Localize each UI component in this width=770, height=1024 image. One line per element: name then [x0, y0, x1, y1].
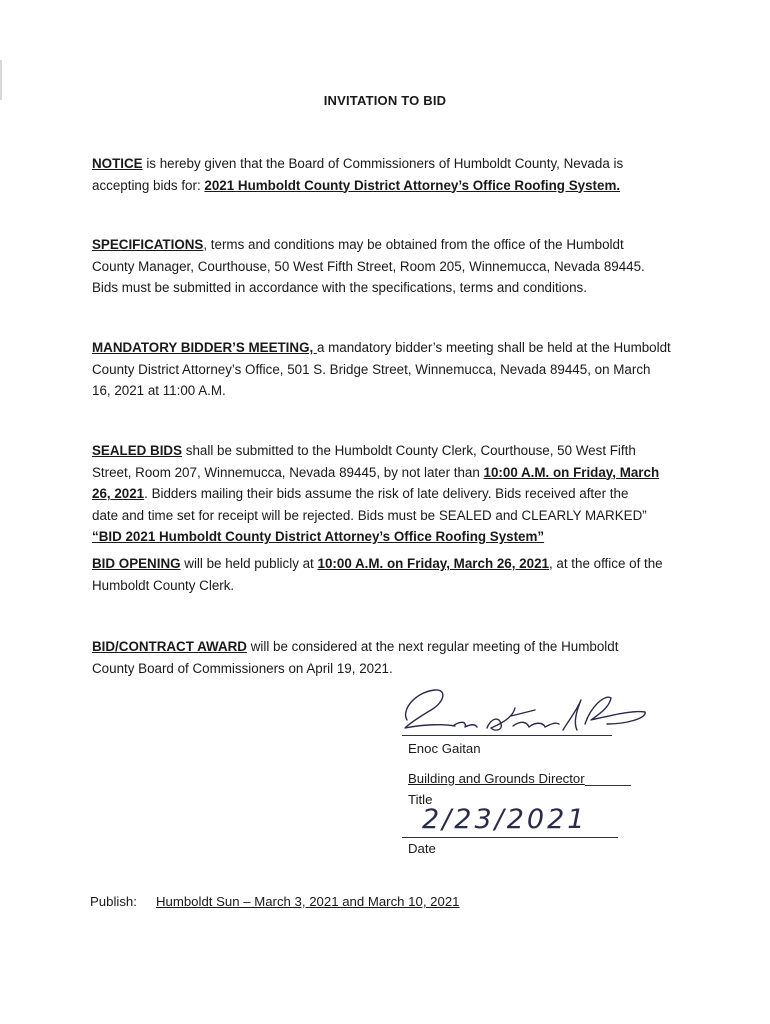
specifications-label: SPECIFICATIONS [92, 237, 204, 252]
specifications-paragraph [92, 234, 692, 299]
publish-label: Publish: [90, 894, 137, 909]
opening-line-2: Humboldt County Clerk. [92, 577, 235, 593]
handwritten-date: 2/23/2021 [422, 804, 588, 835]
notice-text-2: accepting bids for: [92, 177, 205, 193]
date-line [402, 837, 618, 838]
bid-opening-paragraph [92, 553, 692, 596]
award-paragraph [92, 636, 692, 679]
sealed-line-2: Street, Room 207, Winnemucca, Nevada 89445, by not later than [92, 464, 484, 480]
signature-image [395, 680, 655, 740]
sealed-deadline-b: 26, 2021 [92, 486, 145, 501]
opening-line-1b: , at the office of the [548, 556, 663, 571]
notice-text: is hereby given that the Board of Commissioners of Humboldt County, Nevada is [142, 156, 624, 171]
date-label: Date [408, 841, 436, 856]
notice-label: NOTICE [92, 156, 143, 171]
bid-opening-label: BID OPENING [92, 556, 181, 571]
sealed-bids-label: SEALED BIDS [92, 443, 183, 458]
sealed-deadline-a: 10:00 A.M. on Friday, March [483, 464, 660, 480]
opening-line-1: will be held publicly at [180, 556, 318, 571]
project-name: 2021 Humboldt County District Attorney’s Office Roofing System. [204, 177, 621, 193]
document-title: INVITATION TO BID [323, 93, 447, 108]
sealed-bids-paragraph [92, 440, 692, 548]
notice-paragraph [92, 153, 692, 196]
meeting-line-2: County District Attorney’s Office, 501 S. Bridge Street, Winnemucca, Nevada 89445, on March [92, 361, 651, 377]
award-line-1: will be considered at the next regular meeting of the Humboldt [246, 639, 619, 654]
sealed-marking: “BID 2021 Humboldt County District Attorney’s Office Roofing System” [92, 529, 545, 544]
award-line-2: County Board of Commissioners on April 19, 2021. [92, 660, 393, 676]
specifications-line-1: , terms and conditions may be obtained from the office of the Humboldt [203, 237, 624, 252]
meeting-paragraph [92, 337, 692, 402]
signature-line [402, 735, 612, 736]
signer-title-value: Building and Grounds Director [408, 771, 585, 786]
title-label: Title [408, 792, 433, 807]
signer-name: Enoc Gaitan [408, 741, 481, 756]
opening-datetime: 10:00 A.M. on Friday, March 26, 2021 [317, 556, 549, 571]
meeting-label: MANDATORY BIDDER’S MEETING, [92, 340, 317, 355]
sealed-line-1: shall be submitted to the Humboldt County Clerk, Courthouse, 50 West Fifth [182, 443, 636, 458]
title-line-extension [585, 785, 631, 786]
specifications-line-2: County Manager, Courthouse, 50 West Fifth Street, Room 205, Winnemucca, Nevada 89445. [92, 258, 645, 274]
sealed-line-3: . Bidders mailing their bids assume the risk of late delivery. Bids received after the [144, 486, 629, 501]
sealed-line-4: date and time set for receipt will be rejected. Bids must be SEALED and CLEARLY MARKED” [92, 507, 647, 523]
publish-line [90, 894, 460, 909]
meeting-line-3: 16, 2021 at 11:00 A.M. [92, 383, 226, 398]
meeting-line-1: a mandatory bidder’s meeting shall be held at the Humboldt [316, 340, 671, 355]
signer-title [408, 771, 631, 786]
specifications-line-3: Bids must be submitted in accordance with the specifications, terms and conditions. [92, 280, 587, 295]
publish-value: Humboldt Sun – March 3, 2021 and March 10, 2021 [156, 894, 460, 909]
award-label: BID/CONTRACT AWARD [92, 639, 247, 654]
